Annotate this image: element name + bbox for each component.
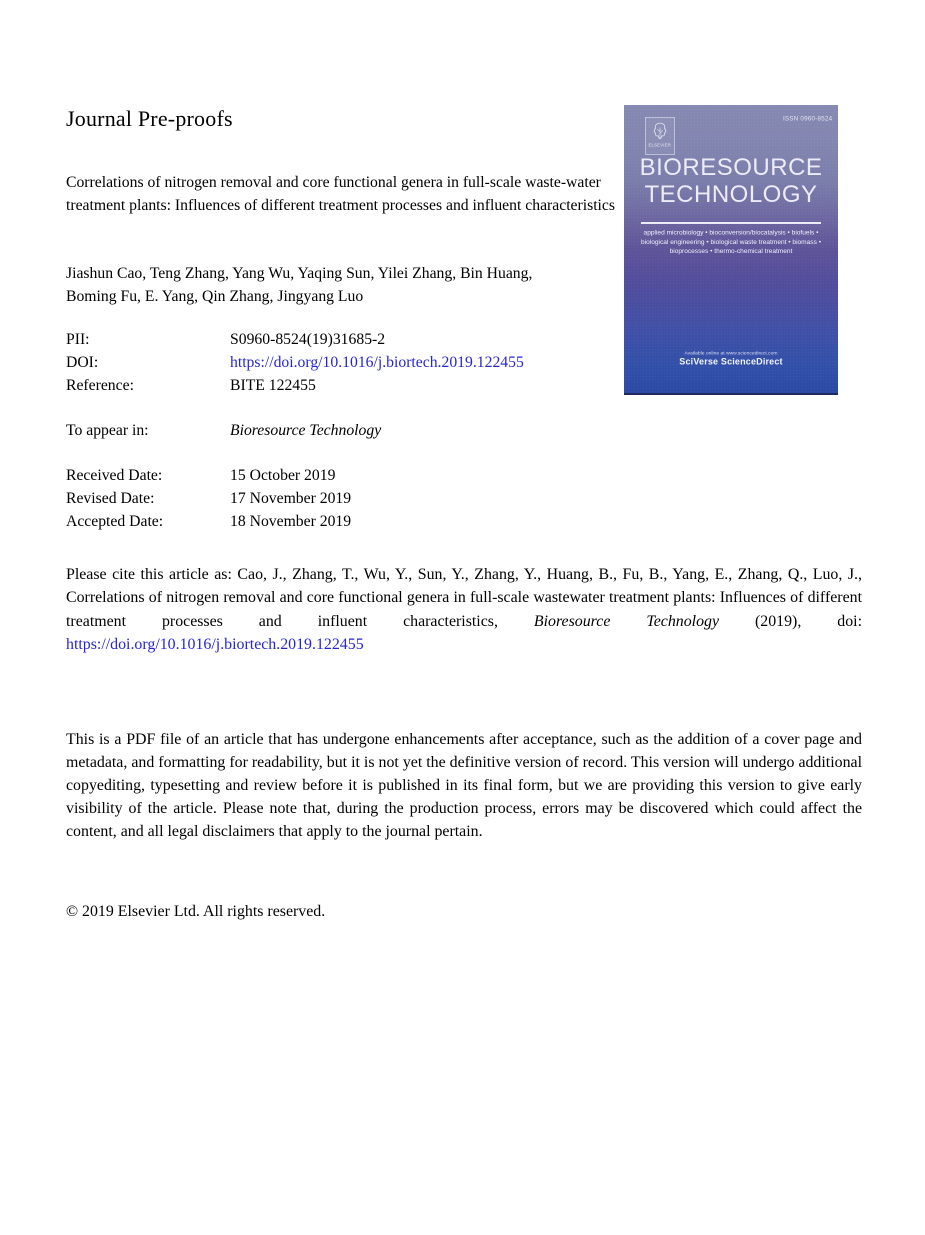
revised-date-value: 17 November 2019 — [230, 490, 352, 507]
citation-year-doi-text: (2019), doi: — [719, 612, 862, 630]
elsevier-wordmark: ELSEVIER — [648, 143, 672, 148]
citation-doi-link[interactable]: https://doi.org/10.1016/j.biortech.2019.122455 — [66, 635, 364, 653]
journal-cover-image — [624, 105, 838, 395]
received-date-row — [66, 467, 351, 490]
dates-block — [66, 467, 351, 536]
reference-label: Reference: — [66, 377, 134, 394]
cover-subject-list: applied microbiology • bioconversion/biocatalysis • biofuels • biological engineering • biological waste treatment • biomass • bioprocesses • thermo-chemical treatment — [640, 228, 822, 255]
to-appear-journal: Bioresource Technology — [230, 422, 382, 439]
cover-journal-title — [624, 154, 838, 208]
revised-date-label: Revised Date: — [66, 490, 155, 507]
elsevier-tree-icon — [651, 122, 669, 144]
accepted-date-value: 18 November 2019 — [230, 513, 352, 530]
cover-title-line2: TECHNOLOGY — [644, 181, 818, 208]
reference-row — [66, 377, 524, 400]
page-title: Journal Pre-proofs — [66, 106, 233, 131]
accepted-date-row — [66, 513, 351, 536]
article-title: Correlations of nitrogen removal and core functional genera in full-scale waste-water treatment plants: Influences of different treatment processes and influent characteristics — [66, 174, 615, 214]
doi-row — [66, 354, 524, 377]
doi-label: DOI: — [66, 354, 99, 371]
reference-value: BITE 122455 — [230, 377, 316, 394]
cover-sciverse-wordmark: SciVerse ScienceDirect — [679, 357, 783, 367]
cover-divider-rule — [641, 222, 821, 224]
received-date-label: Received Date: — [66, 467, 163, 484]
pii-label: PII: — [66, 331, 90, 348]
cover-available-online: Available online at www.sciencedirect.com — [684, 350, 778, 356]
cover-title-line1: BIORESOURCE — [639, 154, 823, 181]
author-list: Jiashun Cao, Teng Zhang, Yang Wu, Yaqing Sun, Yilei Zhang, Bin Huang, Boming Fu, E. Yang, Qin Zhang, Jingyang Luo — [66, 265, 533, 305]
citation-text: Please cite this article as: Cao, J., Zhang, T., Wu, Y., Sun, Y., Zhang, Y., Huang, B., Fu, B., Yang, E., Zhang, Q., Luo, J., Correlations of nitrogen removal and core functional genera in full-scale wastewater treatment plants: Influences of different treatment processes and influent characteristics, — [66, 566, 862, 630]
pii-value: S0960-8524(19)31685-2 — [230, 331, 386, 348]
doi-link[interactable]: https://doi.org/10.1016/j.biortech.2019.122455 — [230, 354, 524, 371]
to-appear-row — [66, 422, 381, 445]
copyright-line: © 2019 Elsevier Ltd. All rights reserved. — [66, 903, 326, 920]
identifier-block — [66, 331, 524, 400]
to-appear-block — [66, 422, 381, 445]
received-date-value: 15 October 2019 — [230, 467, 336, 484]
issn-label: ISSN 0960-8524 — [782, 115, 832, 123]
citation-journal-name: Bioresource Technology — [533, 612, 720, 630]
citation-paragraph — [66, 563, 862, 656]
disclaimer-paragraph: This is a PDF file of an article that has undergone enhancements after acceptance, such as the addition of a cover page and metadata, and formatting for readability, but it is not yet the definitive version of record. This version will undergo additional copyediting, typesetting and review before it is published in its final form, but we are providing this version to give early visibility of the article. Please note that, during the production process, errors may be discovered which could affect the content, and all legal disclaimers that apply to the journal pertain. — [66, 731, 862, 840]
pii-row — [66, 331, 524, 354]
revised-date-row — [66, 490, 351, 513]
to-appear-label: To appear in: — [66, 422, 149, 439]
accepted-date-label: Accepted Date: — [66, 513, 164, 530]
elsevier-logo — [645, 117, 675, 155]
